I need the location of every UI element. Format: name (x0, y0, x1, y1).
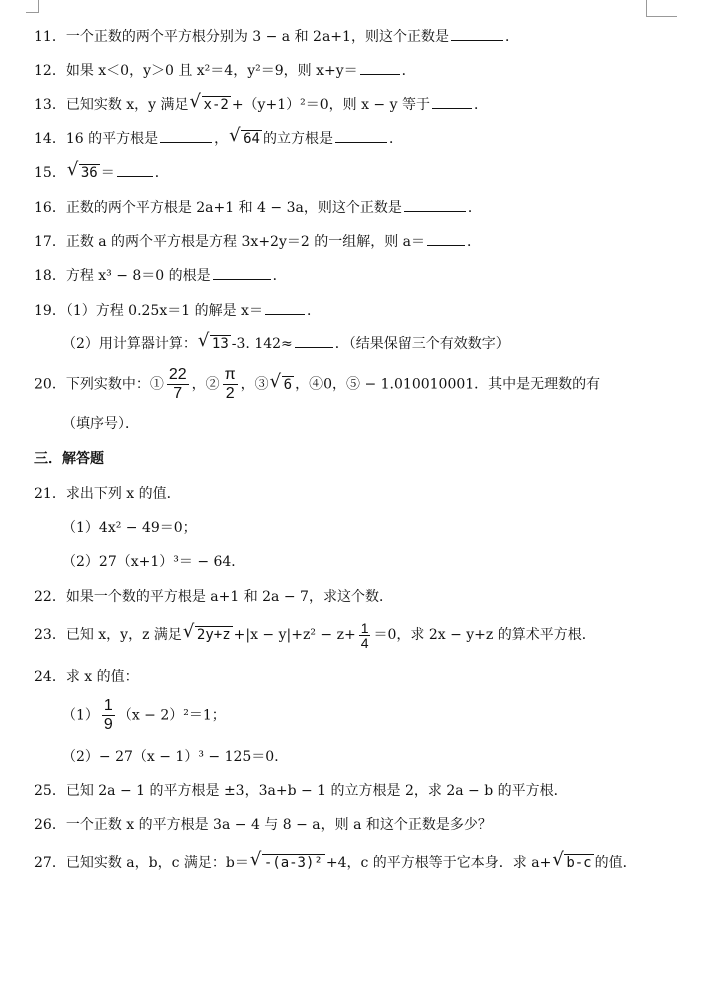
question-21-part-2: （2）27（x+1）³＝ − 64． (62, 554, 246, 570)
question-19-part-2: （2）用计算器计算：√ 13 -3. 142≈ ．（结果保留三个有效数字） (62, 333, 510, 354)
page-corner-mark-left (26, 0, 39, 13)
radical: √ 6 (270, 367, 294, 403)
question-25: 25．已知 2a − 1 的平方根是 ±3，3a+b − 1 的立方根是 2，求 2a − b 的平方根． (34, 783, 568, 799)
question-24: 24．求 x 的值： (34, 669, 139, 685)
question-26: 26．一个正数 x 的平方根是 3a − 4 与 8 − a，则 a 和这个正数是多少？ (34, 817, 492, 833)
answer-blank (117, 162, 153, 177)
question-23: 23．已知 x，y，z 满足√ 2y+z +|x − y|+z² − z+ $\frac{1}{4}$ ＝0，求 2x − y+z 的算术平方根． (34, 617, 596, 653)
answer-blank (451, 26, 503, 41)
question-19-part-1: 19．（1）方程 0.25x＝1 的解是 x＝ ． (34, 300, 321, 321)
radical: √ 2y+z (183, 617, 233, 653)
question-12: 12．如果 x＜0，y＞0 且 x²＝4，y²＝9，则 x+y＝ ． (34, 60, 416, 81)
question-13: 13．已知实数 x，y 满足√ x-2 +（y+1）²＝0，则 x − y 等于 ． (34, 94, 488, 115)
question-20: 20．下列实数中：① $\frac{22}{7}$ ，② $\frac{\pi}{2}$ ，③√ 6 ，④0，⑤ − 1.010010001．其中是无理数的有 (34, 366, 600, 403)
radical: √ 13 (198, 334, 231, 354)
question-22: 22．如果一个数的平方根是 a+1 和 2a − 7，求这个数． (34, 589, 393, 605)
question-20-continuation: （填序号）． (62, 416, 139, 432)
answer-blank (160, 128, 212, 143)
answer-blank (295, 333, 333, 348)
question-24-part-2: （2）− 27（x − 1）³ − 125＝0． (62, 749, 289, 765)
question-27: 27．已知实数 a，b，c 满足：b＝√ -(a-3)² +4，c 的平方根等于它本身．求 a+√ b-c 的值． (34, 853, 637, 873)
question-14: 14．16 的平方根是 ，√ 64 的立方根是 ． (34, 128, 403, 149)
answer-blank (335, 128, 387, 143)
answer-blank (432, 94, 472, 109)
fraction: $\frac{1}{4}$ (360, 619, 369, 651)
question-17: 17．正数 a 的两个平方根是方程 3x+2y＝2 的一组解，则 a＝ ． (34, 231, 481, 252)
fraction: $\frac{1}{9}$ (103, 697, 113, 733)
fraction: $\frac{22}{7}$ (168, 366, 187, 402)
question-24-part-1: （1） $\frac{1}{9}$ （x − 2）²＝1； (62, 697, 226, 733)
question-16: 16．正数的两个平方根是 2a+1 和 4 − 3a，则这个正数是 ． (34, 197, 482, 218)
section-heading: 三．解答题 (34, 451, 104, 467)
radical: √ -(a-3)² (250, 853, 325, 873)
question-18: 18．方程 x³ − 8＝0 的根是 ． (34, 265, 287, 286)
answer-blank (404, 197, 466, 212)
question-15: 15．√ 36 ＝ ． (34, 162, 169, 183)
radical: √ 36 (67, 163, 100, 183)
answer-blank (427, 231, 465, 246)
radical: √ x-2 (190, 95, 231, 115)
answer-blank (213, 265, 271, 280)
question-21-part-1: （1）4x² − 49＝0； (62, 520, 197, 536)
fraction: $\frac{\pi}{2}$ (224, 366, 236, 402)
question-11: 11．一个正数的两个平方根分别为 3 − a 和 2a+1，则这个正数是 ． (34, 26, 519, 47)
answer-blank (360, 60, 400, 75)
question-21: 21．求出下列 x 的值． (34, 486, 181, 502)
radical: √ 64 (229, 129, 262, 149)
page-corner-mark-right (646, 0, 677, 17)
radical: √ b-c (552, 853, 593, 873)
answer-blank (265, 300, 305, 315)
